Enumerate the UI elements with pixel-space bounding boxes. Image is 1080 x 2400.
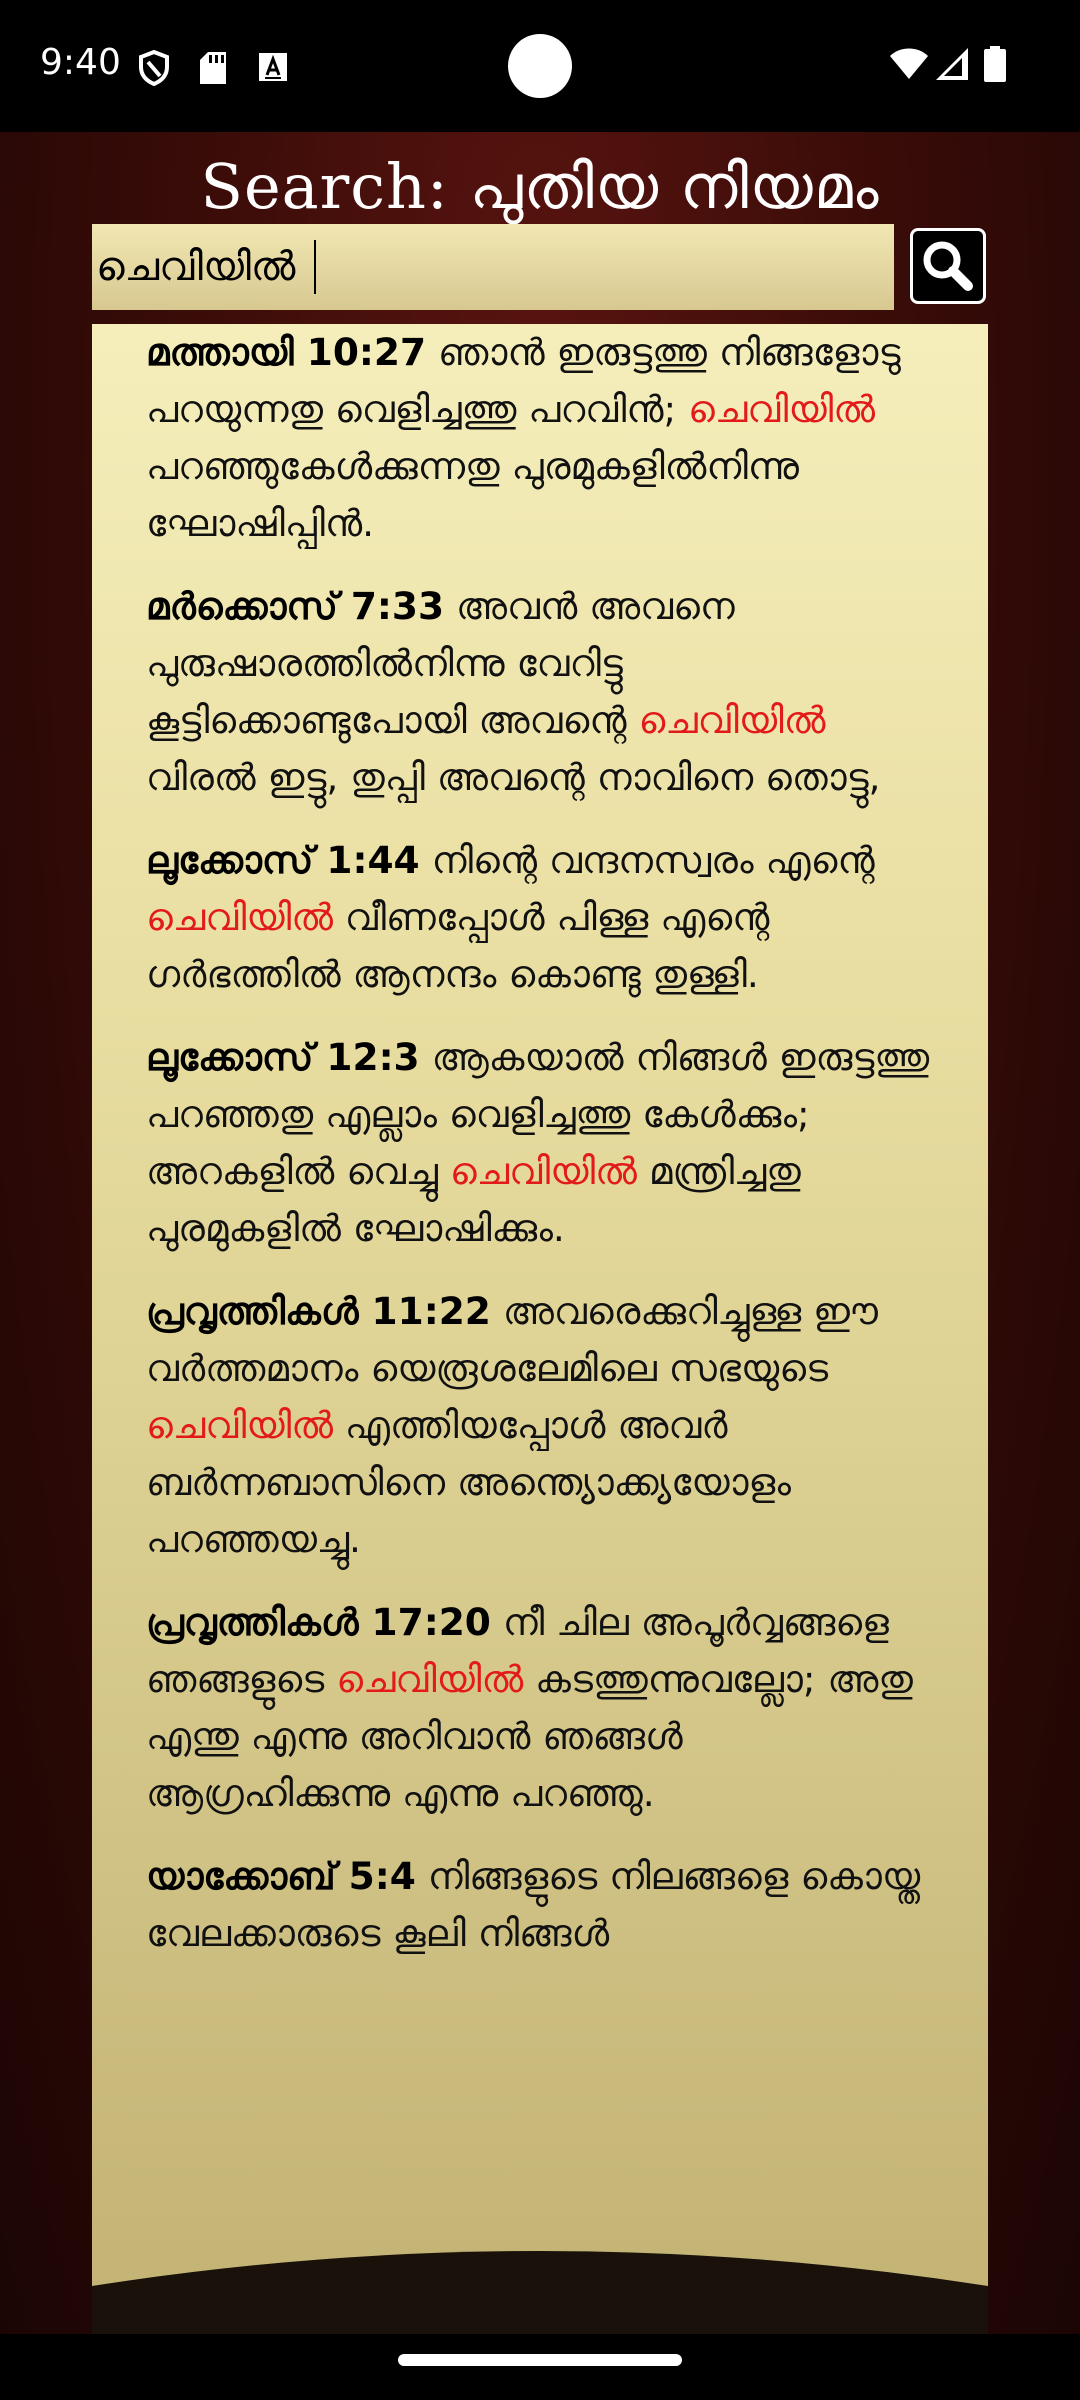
verse-reference: മർക്കൊസ് 7:33 <box>146 584 445 628</box>
verse-text: വീണപ്പോൾ പിള്ള എന്റെ ഗർഭത്തിൽ ആനന്ദം കൊണ്ടു തുള്ളി. <box>146 895 770 996</box>
search-term-highlight: ചെവിയിൽ <box>638 698 826 742</box>
verse-text: എത്തിയപ്പോൾ അവർ ബർന്നബാസിനെ അന്ത്യൊക്ക്യയോളം പറഞ്ഞയച്ചു. <box>146 1403 791 1561</box>
result-item[interactable] <box>146 832 938 1003</box>
verse-reference: ലൂക്കോസ് 12:3 <box>146 1035 420 1079</box>
verse-text: നീ ചില അപൂർവ്വങ്ങളെ ഞങ്ങളുടെ <box>146 1600 889 1701</box>
search-term-highlight: ചെവിയിൽ <box>146 1403 334 1447</box>
search-button[interactable] <box>910 228 986 304</box>
verse-reference: പ്രവൃത്തികൾ 17:20 <box>146 1600 491 1644</box>
text-cursor <box>314 240 316 294</box>
signal-icon <box>936 48 968 80</box>
verse-reference: മത്തായി 10:27 <box>146 330 427 374</box>
status-bar <box>0 0 1080 132</box>
verse-text: അവരെക്കുറിച്ചുള്ള ഈ വർത്തമാനം യെരൂശലേമിലെ സഭയുടെ <box>146 1289 878 1390</box>
sd-card-icon <box>200 52 226 84</box>
result-item[interactable] <box>146 1029 938 1257</box>
verse-text: പറഞ്ഞുകേൾക്കുന്നതു പുരമുകളിൽനിന്നു ഘോഷിപ്പിൻ. <box>146 444 799 545</box>
results-scroll-content <box>92 324 988 1962</box>
verse-reference: യാക്കോബ് 5:4 <box>146 1854 416 1898</box>
verse-text: വിരൽ ഇട്ടു, തുപ്പി അവന്റെ നാവിനെ തൊട്ടു, <box>146 755 881 799</box>
search-term-highlight: ചെവിയിൽ <box>146 895 334 939</box>
verse-text: മന്ത്രിച്ചതു പുരമുകളിൽ ഘോഷിക്കും. <box>146 1149 801 1250</box>
result-item[interactable] <box>146 324 938 552</box>
verse-text: നിങ്ങളുടെ നിലങ്ങളെ കൊയ്ത വേലക്കാരുടെ കൂലി നിങ്ങൾ <box>146 1854 921 1955</box>
verse-text: അവൻ അവനെ പുരുഷാരത്തിൽനിന്നു വേറിട്ടു കൂട്ടിക്കൊണ്ടുപോയി അവന്റെ <box>146 584 735 742</box>
front-camera <box>508 34 572 98</box>
result-item[interactable] <box>146 1594 938 1822</box>
home-gesture-handle[interactable] <box>398 2354 682 2366</box>
search-term-highlight: ചെവിയിൽ <box>688 387 876 431</box>
text-a-icon <box>258 52 288 82</box>
navigation-bar <box>0 2334 1080 2400</box>
result-item[interactable] <box>146 578 938 806</box>
verse-text: ഞാൻ ഇരുട്ടത്തു നിങ്ങളോടു പറയുന്നതു വെളിച്ചത്തു പറവിൻ; <box>146 330 901 431</box>
verse-text: ആകയാൽ നിങ്ങൾ ഇരുട്ടത്തു പറഞ്ഞതു എല്ലാം വെളിച്ചത്തു കേൾക്കും; അറകളിൽ വെച്ചു <box>146 1035 930 1193</box>
verse-reference: പ്രവൃത്തികൾ 11:22 <box>146 1289 491 1333</box>
status-time: 9:40 <box>40 42 121 83</box>
search-term-highlight: ചെവിയിൽ <box>336 1657 524 1701</box>
shield-icon <box>138 50 170 86</box>
verse-text: കടത്തുന്നുവല്ലോ; അതു എന്തു എന്നു അറിവാൻ ഞങ്ങൾ ആഗ്രഹിക്കുന്നു എന്നു പറഞ്ഞു. <box>146 1657 913 1815</box>
search-results-list[interactable] <box>92 324 988 2334</box>
result-item[interactable] <box>146 1283 938 1568</box>
search-icon <box>920 238 976 294</box>
wifi-icon <box>890 48 928 80</box>
battery-icon <box>984 46 1006 82</box>
verse-text: നിന്റെ വന്ദനസ്വരം എന്റെ <box>419 838 875 882</box>
verse-reference: ലൂക്കോസ് 1:44 <box>146 838 420 882</box>
app-content <box>0 132 1080 2400</box>
result-item[interactable] <box>146 1848 938 1962</box>
search-term-highlight: ചെവിയിൽ <box>449 1149 637 1193</box>
search-input[interactable] <box>92 224 894 310</box>
page-title: Search: പുതിയ നിയമം <box>200 150 880 223</box>
